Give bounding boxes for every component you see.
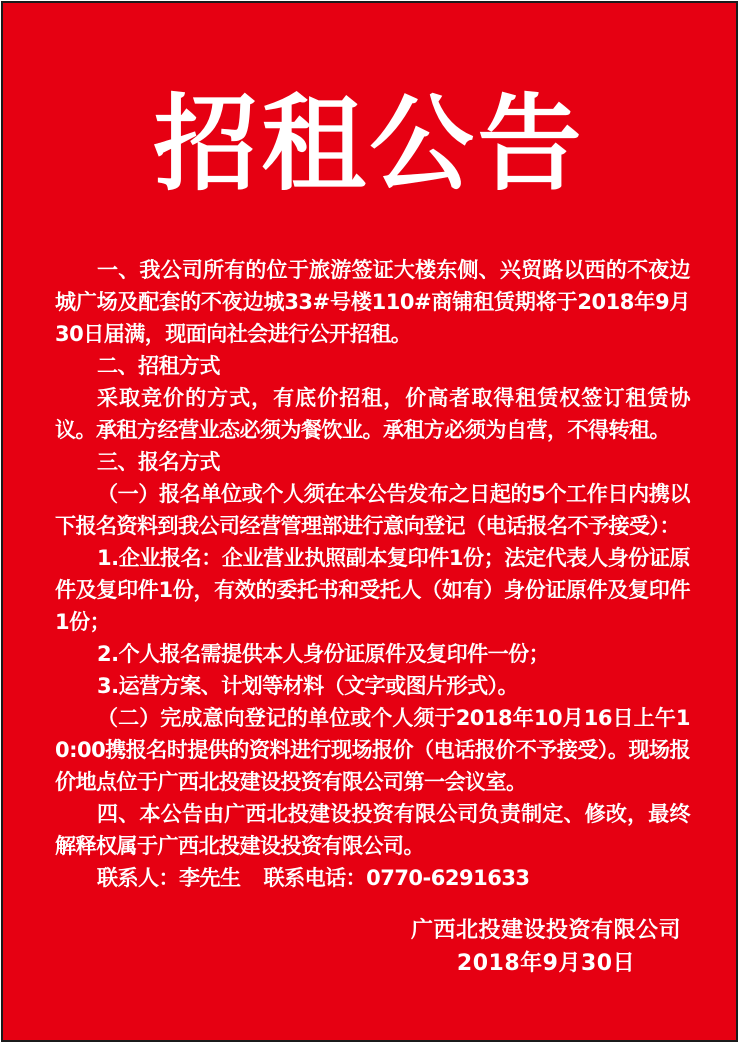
signature-block (400, 914, 692, 980)
contact-person-value: 李先生 (179, 865, 241, 890)
contact-phone-label: 联系电话： (263, 865, 367, 890)
signature-date: 2018年9月30日 (456, 950, 636, 976)
paragraph-property-intro: 一、我公司所有的位于旅游签证大楼东侧、兴贸路以西的不夜边城广场及配套的不夜边城33#号楼110#商铺租赁期将于2018年9月30日届满，现面向社会进行公开招租。 (55, 257, 690, 346)
heading-rental-method: 二、招租方式 (97, 353, 220, 378)
rental-announcement-poster (1, 1, 738, 1042)
announcement-body (55, 254, 690, 894)
contact-person-label: 联系人： (97, 865, 179, 890)
signature-company-name: 广西北投建设投资有限公司 (410, 917, 681, 943)
paragraph-operation-plan: 3.运营方案、计划等材料（文字或图片形式）。 (97, 673, 519, 698)
paragraph-registration-step1: （一）报名单位或个人须在本公告发布之日起的5个工作日内携以下报名资料到我公司经营管理部进行意向登记（电话报名不予接受）： (55, 481, 690, 538)
contact-phone-value: 0770-6291633 (366, 865, 530, 890)
paragraph-final-interpretation: 四、本公告由广西北投建设投资有限公司负责制定、修改，最终解释权属于广西北投建设投资有限公司。 (55, 801, 690, 858)
paragraph-registration-step2: （二）完成意向登记的单位或个人须于2018年10月16日上午10:00携报名时提供的资料进行现场报价（电话报价不予接受）。现场报价地点位于广西北投建设投资有限公司第一会议室。 (55, 705, 690, 794)
paragraph-enterprise-registration: 1.企业报名：企业营业执照副本复印件1份；法定代表人身份证原件及复印件1份，有效的委托书和受托人（如有）身份证原件及复印件1份； (55, 545, 690, 634)
contact-line (55, 862, 690, 894)
heading-registration-method: 三、报名方式 (97, 449, 220, 474)
paragraph-individual-registration: 2.个人报名需提供本人身份证原件及复印件一份； (97, 641, 550, 666)
poster-title: 招租公告 (153, 82, 586, 205)
paragraph-rental-method: 采取竞价的方式，有底价招租，价高者取得租赁权签订租赁协议。承租方经营业态必须为餐饮业。承租方必须为自营，不得转租。 (55, 385, 690, 442)
